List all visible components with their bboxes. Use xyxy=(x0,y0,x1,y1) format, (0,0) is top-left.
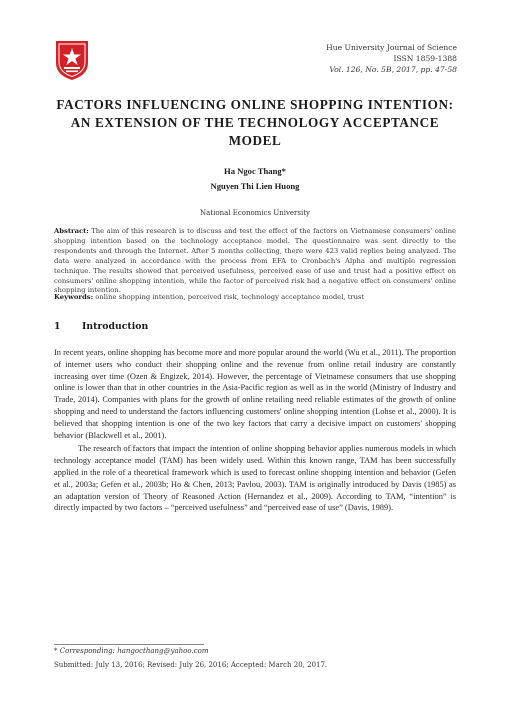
author-1: Ha Ngoc Thang* xyxy=(224,166,286,176)
submission-dates: Submitted: July 13, 2016; Revised: July 26, 2016; Accepted: March 20, 2017. xyxy=(54,661,328,669)
paragraph-1: In recent years, online shopping has become more and more popular around the world (Wu et al., 2011). The proportion of internet users who conduct their shopping online and the revenue from online retail industry are constantly increasing over time (Ozen & Engizek, 2014). However, the percentage of Vietnamese consumers that use shopping online is lower than that in other countries in the Asia-Pacific region as well as in the world (Ministry of Industry and Trade, 2014). Companies with plans for the growth of online retailing need reliable estimates of the growth of online shopping and need to understand the factors influencing customers' online shopping intention (Lohse et al., 2000). It is believed that shopping intention is one of the two key factors that carry a decisive impact on customers' shopping behavior (Blackwell et al., 2001). xyxy=(54,348,456,440)
abstract-text: The aim of this research is to discuss and test the effect of the factors on Vietnamese consumers' online shopping intention based on the technology acceptance model. The questionnaire was sent directly to the respondents and through the Internet. After 5 months collecting, there were 423 valid replies being analyzed. The data were analyzed in accordance with the process from EFA to Cronbach's Alpha and multiple regression technique. The results showed that perceived usefulness, perceived ease of use and trust had a positive effect on consumers' online shopping intention, while the factor of perceived risk had a negative effect on consumers' online shopping intention. xyxy=(54,227,456,295)
journal-reference: Vol. 126, No. 5B, 2017, pp. 47-58 xyxy=(329,65,457,74)
footnote-rule xyxy=(54,644,204,645)
affiliation: National Economics University xyxy=(200,209,310,217)
author-2: Nguyen Thi Lien Huong xyxy=(210,181,300,191)
keywords-label: Keywords: xyxy=(54,293,94,301)
footnote-text: Corresponding: hangocthang@yahoo.com xyxy=(59,647,209,655)
journal-header xyxy=(326,42,457,75)
footnote xyxy=(54,647,208,655)
university-logo xyxy=(54,39,90,81)
abstract-label: Abstract: xyxy=(54,227,89,235)
section-heading xyxy=(54,321,148,332)
keywords-text: online shopping intention, perceived risk, technology acceptance model, trust xyxy=(93,293,365,301)
paper-title: FACTORS INFLUENCING ONLINE SHOPPING INTENTION: AN EXTENSION OF THE TECHNOLOGY ACCEPTANCE MODEL xyxy=(56,97,454,148)
keywords xyxy=(54,293,456,303)
paragraph-2: The research of factors that impact the intention of online shopping behavior applies numerous models in which technology acceptance model (TAM) has been widely used. Within this known range, TAM has been successfully applied in the role of a theoretical framework which is used to forecast online shopping intention and behavior (Gefen et al., 2003a; Gefen et al., 2003b; Ho & Chen, 2013; Pavlou, 2003). TAM is originally introduced by Davis (1985) as an adaptation version of Theory of Reasoned Action (Hernandez et al., 2009). According to TAM, “intention” is directly impacted by two factors – “perceived usefulness” and “perceived ease of use” (Davis, 1989). xyxy=(54,444,456,513)
journal-name: Hue University Journal of Science xyxy=(326,43,457,52)
abstract xyxy=(54,227,456,296)
section-number: 1 xyxy=(54,321,61,332)
journal-issn: ISSN 1859-1388 xyxy=(393,54,457,63)
body-text xyxy=(54,347,456,514)
section-title: Introduction xyxy=(82,321,149,332)
footnote-marker: * xyxy=(54,647,60,655)
